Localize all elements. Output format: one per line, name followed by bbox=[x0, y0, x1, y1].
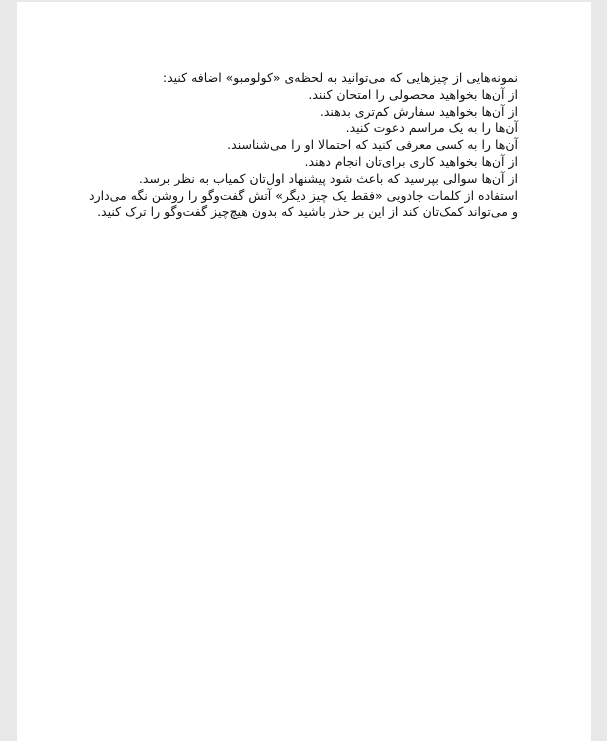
list-item: از آن‌ها بخواهید محصولی را امتحان کنند. bbox=[308, 86, 518, 102]
list-item: از آن‌ها بخواهید کاری برای‌تان انجام دهند. bbox=[304, 153, 518, 169]
list-item: از آن‌ها سوالی بپرسید که باعث شود پیشنهاد اول‌تان کمیاب به نظر برسد. bbox=[138, 170, 518, 186]
list-item: آن‌ها را به کسی معرفی کنید که احتمالا او را می‌شناسند. bbox=[227, 137, 518, 153]
intro-text: نمونه‌هایی از چیزهایی که می‌توانید به لحظه‌ی «کولومبو» اضافه کنید: bbox=[162, 70, 518, 85]
list-item: از آن‌ها بخواهید سفارش کم‌تری بدهند. bbox=[319, 103, 518, 119]
list-item: آن‌ها را به یک مراسم دعوت کنید. bbox=[345, 120, 518, 136]
closing-paragraph: استفاده از کلمات جادویی «فقط یک چیز دیگر» آتش گفت‌وگو را روشن نگه می‌دارد و می‌تواند کمک‌تان کند از این بر حذر باشید که بدون هیچ‌چیز گفت‌وگو را ترک کنید. bbox=[89, 187, 518, 220]
document-body bbox=[89, 70, 518, 221]
document-page bbox=[17, 2, 591, 741]
